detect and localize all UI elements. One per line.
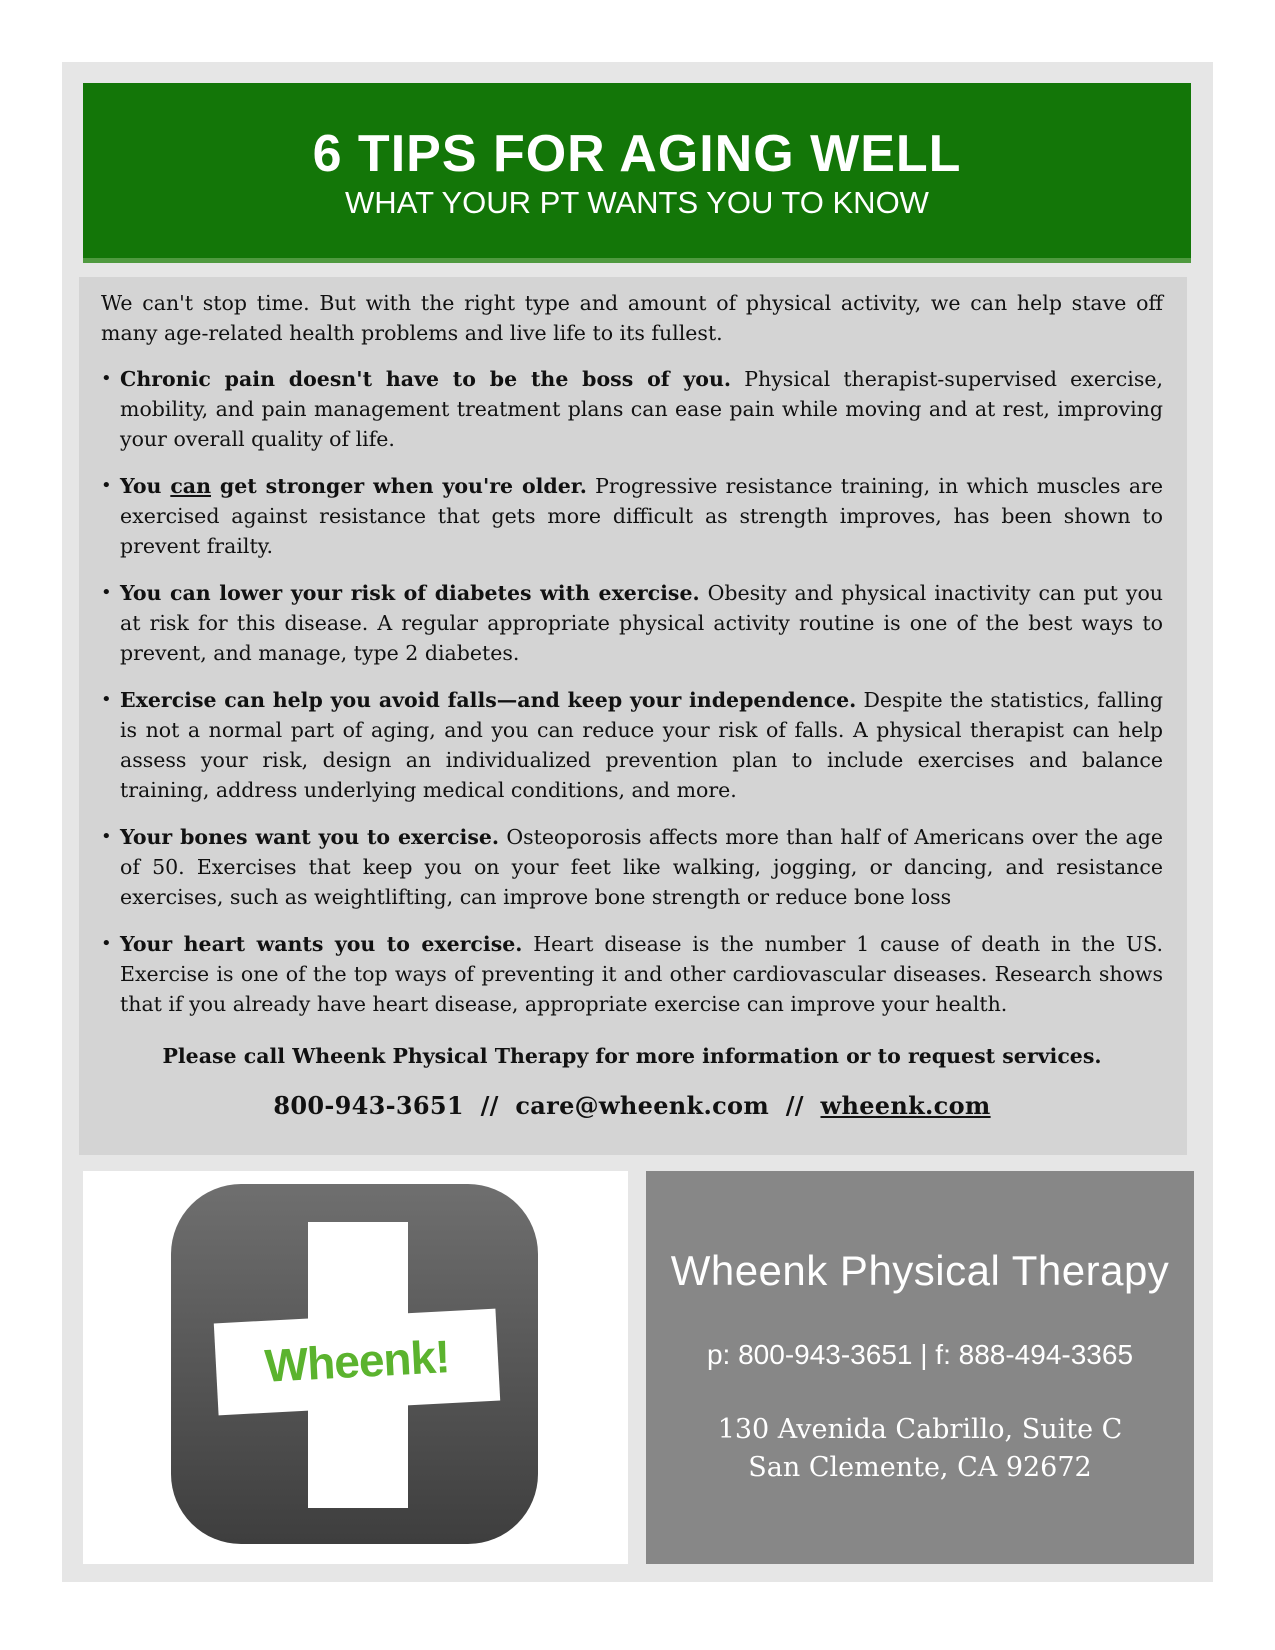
page-subtitle: WHAT YOUR PT WANTS YOU TO KNOW: [345, 185, 929, 220]
bullet-icon: •: [101, 933, 112, 954]
address-line-2: San Clemente, CA 92672: [748, 1452, 1092, 1483]
logo-panel: [83, 1171, 628, 1564]
tip-heading: You can lower your risk of diabetes with exercise.: [120, 581, 700, 605]
medical-cross-icon: [171, 1184, 538, 1544]
tips-list: [101, 364, 1163, 1019]
tip-body: Heart disease is the number 1 cause of death in the US. Exercise is one of the top ways of preventing it and other cardiovascular diseases. Research shows that if you already have heart disease, appropriate exercise can improve your health.: [120, 932, 1163, 1016]
website-link[interactable]: wheenk.com: [820, 1091, 991, 1120]
page-title: 6 TIPS FOR AGING WELL: [312, 125, 962, 183]
intro-paragraph: We can't stop time. But with the right type and amount of physical activity, we can help stave off many age-related health problems and live life to its fullest.: [101, 291, 1163, 345]
list-item: [101, 364, 1163, 454]
tip-heading: [120, 474, 587, 498]
separator: //: [480, 1091, 499, 1120]
contact-phone[interactable]: 800-943-3651: [273, 1091, 464, 1120]
clinic-name: Wheenk Physical Therapy: [670, 1247, 1170, 1294]
tip-heading-post: get stronger when you're older.: [211, 474, 587, 498]
bullet-icon: •: [101, 826, 112, 847]
list-item: [101, 578, 1163, 668]
list-item: [101, 822, 1163, 912]
bullet-icon: •: [101, 475, 112, 496]
tip-heading: Your heart wants you to exercise.: [120, 932, 523, 956]
tip-body: Osteoporosis affects more than half of Americans over the age of 50. Exercises that keep you on your feet like walking, jogging, or dancing, and resistance exercises, such as weightlifting, can improve bone strength or reduce bone loss: [120, 825, 1163, 909]
tip-body: Progressive resistance training, in which muscles are exercised against resistance that gets more difficult as strength improves, has been shown to prevent frailty.: [120, 474, 1163, 558]
separator: //: [785, 1091, 804, 1120]
contact-line: [101, 1091, 1163, 1121]
contact-email[interactable]: care@wheenk.com: [515, 1091, 770, 1120]
tip-body: Despite the statistics, falling is not a normal part of aging, and you can reduce your risk of falls. A physical therapist can help assess your risk, design an individualized prevention plan to include exercises and balance training, address underlying medical conditions, and more.: [120, 688, 1163, 802]
bullet-icon: •: [101, 368, 112, 389]
call-to-action: Please call Wheenk Physical Therapy for more information or to request services.: [162, 1044, 1102, 1068]
list-item: [101, 685, 1163, 805]
tip-body: Physical therapist-supervised exercise, mobility, and pain management treatment plans can ease pain while moving and at rest, improving your overall quality of life.: [120, 367, 1163, 451]
list-item: [101, 471, 1163, 561]
clinic-phones: p: 800-943-3651 | f: 888-494-3365: [706, 1339, 1134, 1370]
tip-body: Obesity and physical inactivity can put you at risk for this disease. A regular appropriate physical activity routine is one of the best ways to prevent, and manage, type 2 diabetes.: [120, 581, 1163, 665]
bullet-icon: •: [101, 582, 112, 603]
tip-heading: Chronic pain doesn't have to be the boss of you.: [120, 367, 732, 391]
list-item: [101, 929, 1163, 1019]
bullet-icon: •: [101, 689, 112, 710]
clinic-address: [646, 1411, 1194, 1487]
tip-heading: Your bones want you to exercise.: [120, 825, 500, 849]
clinic-info-panel: [646, 1171, 1194, 1564]
tip-heading-emphasis: can: [170, 474, 211, 498]
address-line-1: 130 Avenida Cabrillo, Suite C: [717, 1414, 1123, 1445]
logo-wordmark: Wheenk!: [263, 1330, 451, 1392]
tip-heading-pre: You: [120, 474, 171, 498]
header-banner: [83, 83, 1191, 263]
tip-heading: Exercise can help you avoid falls—and keep your independence.: [120, 688, 857, 712]
tips-content: [79, 277, 1187, 1155]
